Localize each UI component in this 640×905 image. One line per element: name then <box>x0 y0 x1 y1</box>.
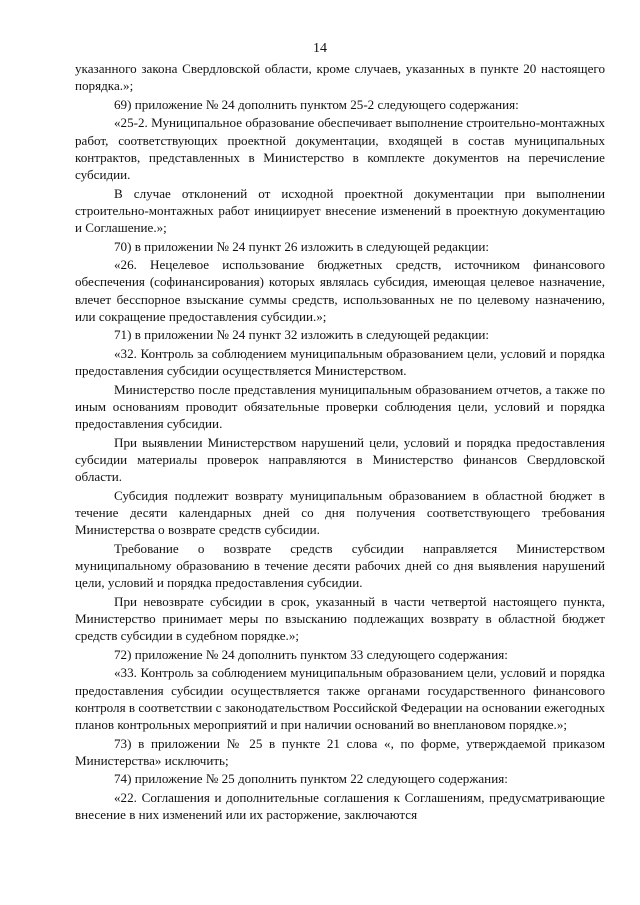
paragraph-item-69: 69) приложение № 24 дополнить пунктом 25-2 следующего содержания: <box>114 96 519 112</box>
paragraph-clause-25-2: «25-2. Муниципальное образование обеспечивает выполнение строительно-монтажных работ, соответствующих проектной документации, входящей в состав муниципальных контрактов, представленных в Министерство в комплекте документов на перечисление субсидии. <box>75 115 605 182</box>
paragraph-clause-32-court: При невозврате субсидии в срок, указанный в части четвертой настоящего пункта, Министерство принимает меры по взысканию подлежащих возврату в областной бюджет средств субсидии в судебном порядке.»; <box>75 593 605 644</box>
paragraph-clause-32-refund: Субсидия подлежит возврату муниципальным образованием в областной бюджет в течение десяти календарных дней со дня получения соответствующего требования Министерства о возврате средств субсидии. <box>75 487 605 538</box>
paragraph-clause-32-demand: Требование о возврате средств субсидии направляется Министерством муниципальному образованию в течение десяти рабочих дней со дня выявления нарушений цели, условий и порядка предоставления субсидии. <box>75 540 605 591</box>
paragraph-clause-32-inspections: Министерство после представления муниципальным образованием отчетов, а также по иным основаниям проводит обязательные проверки соблюдения цели, условий и порядка предоставления субсидии. <box>75 381 605 432</box>
paragraph-clause-33: «33. Контроль за соблюдением муниципальным образованием цели, условий и порядка предоставления субсидии осуществляется также органами государственного финансового контроля в соответствии с законодательством Российской Федерации на основании ежегодных планов контрольных мероприятий и при наличии оснований во внеплановом порядке.»; <box>75 665 605 732</box>
paragraph-clause-25-2-deviation: В случае отклонений от исходной проектной документации при выполнении строительно-монтажных работ инициирует внесение изменений в проектную документацию и Соглашение.»; <box>75 185 605 235</box>
paragraph-clause-26: «26. Нецелевое использование бюджетных средств, источником финансового обеспечения (софинансирования) которых являлась субсидия, имеющая целевое назначение, влечет бесспорное взыскание суммы средств, использованных не по целевому назначению, или сокращение предоставления субсидии.»; <box>75 257 605 324</box>
paragraph-clause-22: «22. Соглашения и дополнительные соглашения к Соглашениям, предусматривающие внесение в них изменений или их расторжение, заключаются <box>75 789 605 823</box>
page-number: 14 <box>313 41 327 56</box>
paragraph-item-74: 74) приложение № 25 дополнить пунктом 22 следующего содержания: <box>114 771 508 787</box>
paragraph-item-73: 73) в приложении № 25 в пункте 21 слова «, по форме, утверждаемой приказом Министерства» исключить; <box>75 735 605 768</box>
paragraph-item-71: 71) в приложении № 24 пункт 32 изложить в следующей редакции: <box>114 327 489 343</box>
paragraph-item-70: 70) в приложении № 24 пункт 26 изложить в следующей редакции: <box>114 238 489 254</box>
paragraph-continuation: указанного закона Свердловской области, кроме случаев, указанных в пункте 20 настоящего порядка.»; <box>75 61 605 94</box>
paragraph-item-72: 72) приложение № 24 дополнить пунктом 33 следующего содержания: <box>114 646 508 662</box>
document-body <box>75 60 605 825</box>
paragraph-clause-32-violations: При выявлении Министерством нарушений цели, условий и порядка предоставления субсидии материалы проверок направляются в Министерство финансов Свердловской области. <box>75 434 605 485</box>
paragraph-clause-32: «32. Контроль за соблюдением муниципальным образованием цели, условий и порядка предоставления субсидии осуществляется Министерством. <box>75 345 605 379</box>
